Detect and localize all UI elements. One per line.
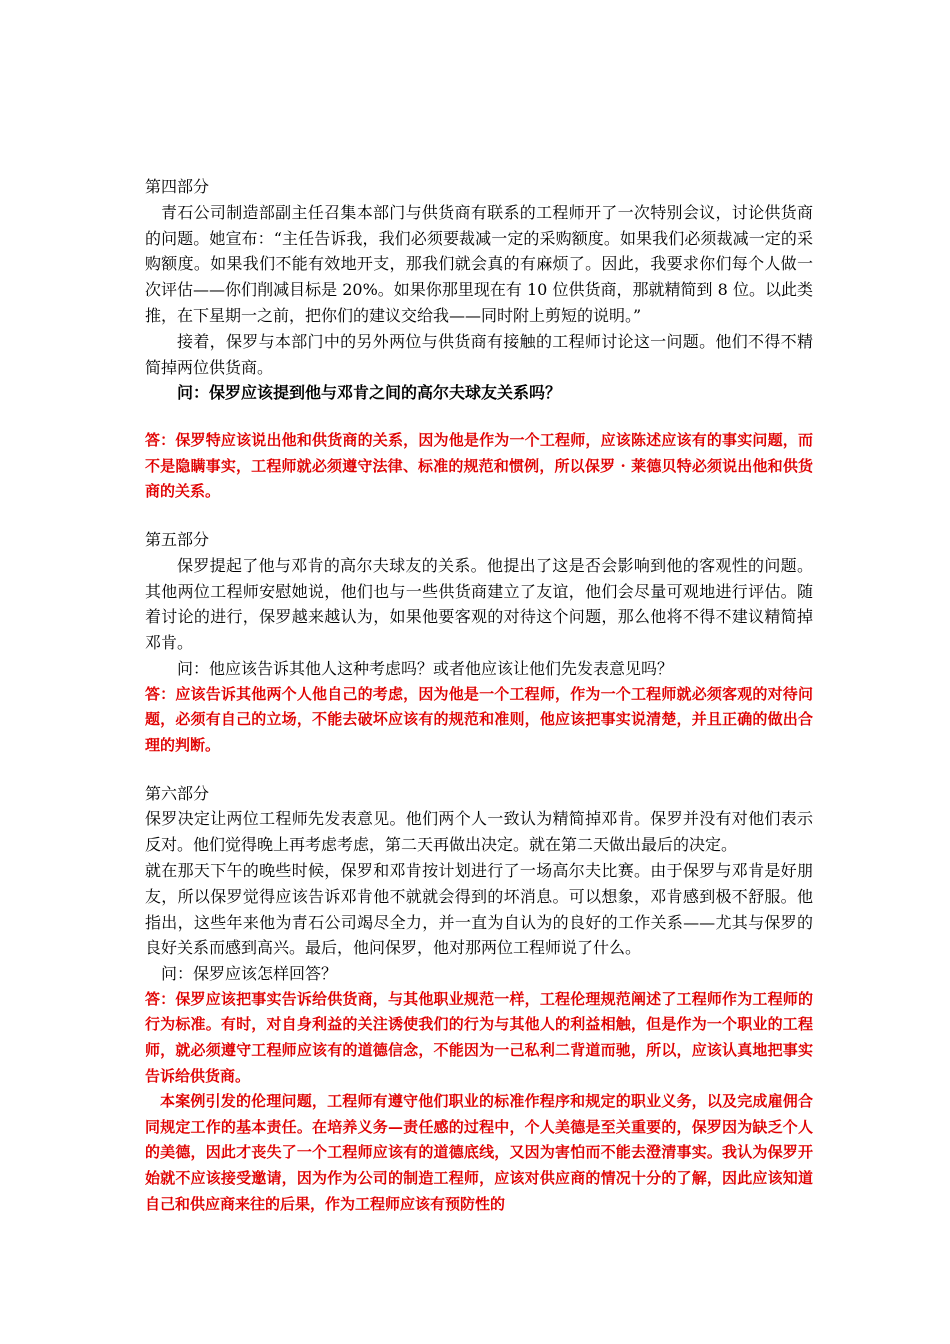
part-4-paragraph-1: 青石公司制造部副主任召集本部门与供货商有联系的工程师开了一次特别会议，讨论供货商的问题。她宣布：“主任告诉我，我们必须要裁减一定的采购额度。如果我们必须裁减一定的采购额度。如果我们不能有效地开支，那我们就会真的有麻烦了。因此，我要求你们每个人做一次评估——你们削减目标是 20%。如果你那里现在有 10 位供货商，那就精简到 8 位。以此类推，在下星期一之前，把你们的建议交给我——同时附上剪短的说明。” xyxy=(145,202,813,325)
part-4-answer: 答：保罗特应该说出他和供货商的关系，因为他是作为一个工程师，应该陈述应该有的事实问题，而不是隐瞒事实，工程师就必须遵守法律、标准的规范和惯例，所以保罗 · 莱德贝特必须说出他和供货商的关系。 xyxy=(145,431,813,501)
spacer xyxy=(145,505,813,527)
part-6-heading: 第六部分 xyxy=(145,783,210,803)
spacer xyxy=(145,759,813,781)
part-6-answer: 答：保罗应该把事实告诉给供货商，与其他职业规范一样，工程伦理规范阐述了工程师作为工程师的行为标准。有时，对自身利益的关注诱使我们的行为与其他人的利益相触，但是作为一个职业的工程师，就必须遵守工程师应该有的道德信念，不能因为一己私利二背道而驰，所以，应该认真地把事实告诉给供货商。 xyxy=(145,989,813,1085)
part-5-question: 问：他应该告诉其他人这种考虑吗？或者他应该让他们先发表意见吗？ xyxy=(177,658,674,678)
part-5-section xyxy=(145,527,813,759)
part-4-question: 问：保罗应该提到他与邓肯之间的高尔夫球友关系吗？ xyxy=(177,383,562,403)
document-page xyxy=(145,174,813,1217)
part-4-heading: 第四部分 xyxy=(145,177,210,196)
part-5-heading: 第五部分 xyxy=(145,529,210,549)
part-5-paragraph-1: 保罗提起了他与邓肯的高尔夫球友的关系。他提出了这是否会影响到他的客观性的问题。其他两位工程师安慰她说，他们也与一些供货商建立了友谊，他们会尽量可观地进行评估。随着讨论的进行，保罗越来越认为，如果他要客观的对待这个问题，那么他将不得不建议精简掉邓肯。 xyxy=(145,555,813,653)
part-5-answer: 答：应该告诉其他两个人他自己的考虑，因为他是一个工程师，作为一个工程师就必须客观的对待问题，必须有自己的立场，不能去破坏应该有的规范和准则，他应该把事实说清楚，并且正确的做出合理的判断。 xyxy=(145,684,813,754)
part-4-section xyxy=(145,174,813,505)
part-6-question: 问：保罗应该怎样回答？ xyxy=(161,964,338,984)
part-6-section xyxy=(145,781,813,1218)
part-6-commentary: 本案例引发的伦理问题，工程师有遵守他们职业的标准作程序和规定的职业义务，以及完成雇佣合同规定工作的基本责任。在培养义务—责任感的过程中，个人美德是至关重要的，保罗因为缺乏个人的美德，因此才丧失了一个工程师应该有的道德底线，又因为害怕而不能去澄清事实。我认为保罗开始就不应该接受邀请，因为作为公司的制造工程师，应该对供应商的情况十分的了解，因此应该知道自己和供应商来往的后果，作为工程师应该有预防性的 xyxy=(145,1092,813,1213)
part-6-paragraph-2: 就在那天下午的晚些时候，保罗和邓肯按计划进行了一场高尔夫比赛。由于保罗与邓肯是好朋友，所以保罗觉得应该告诉邓肯他不就就会得到的坏消息。可以想象，邓肯感到极不舒服。他指出，这些年来他为青石公司竭尽全力，并一直为自认为的良好的工作关系——尤其与保罗的良好关系而感到高兴。最后，他问保罗，他对那两位工程师说了什么。 xyxy=(145,860,813,958)
spacer xyxy=(145,406,813,428)
part-4-paragraph-2: 接着，保罗与本部门中的另外两位与供货商有接触的工程师讨论这一问题。他们不得不精简掉两位供货商。 xyxy=(145,331,813,377)
part-6-paragraph-1: 保罗决定让两位工程师先发表意见。他们两个人一致认为精简掉邓肯。保罗并没有对他们表示反对。他们觉得晚上再考虑考虑，第二天再做出决定。就在第二天做出最后的决定。 xyxy=(145,809,813,855)
